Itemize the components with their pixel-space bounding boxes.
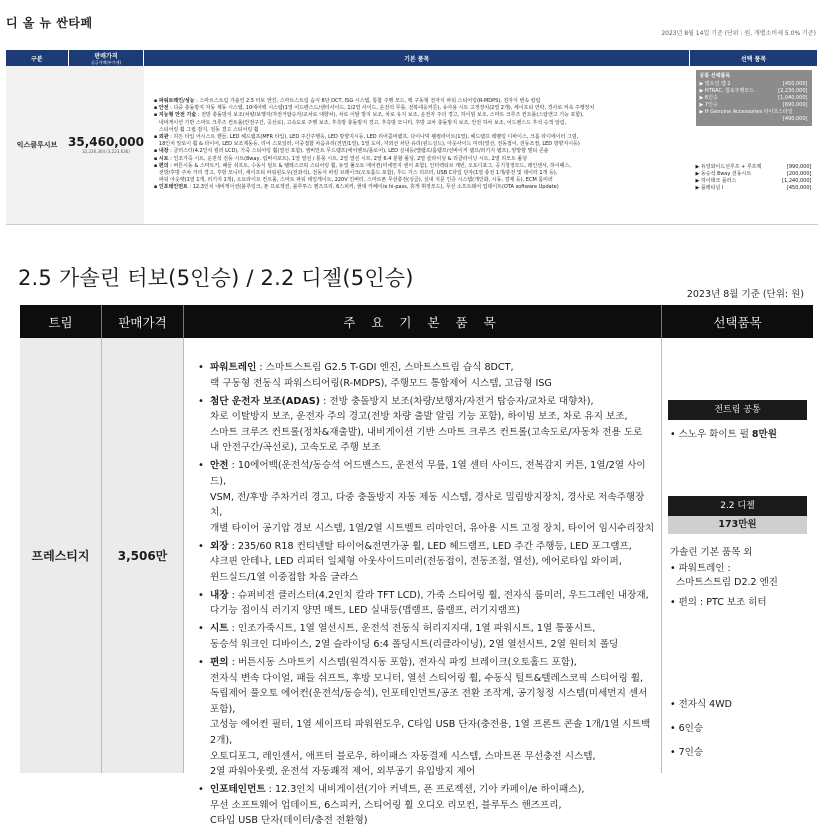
list-item: 18인치 알로이 휠 & 타이어, LED 보조제동등, 리어 스포일러, 이중접합 차음유리(전면/1열), 1열 도어, 자외선 차단 유리(윈드실드), 아웃사이드 미러(열선, 전동접이, 전동조절, LED 방향지시등) <box>158 141 580 148</box>
feature-label: 첨단 운전자 보조(ADAS) <box>210 395 321 407</box>
diesel-options-header: 2.2 디젤 <box>668 496 807 516</box>
top-header-price-sub: 공급가액(부가세) <box>90 59 122 65</box>
main-header-price: 판매가격 <box>102 305 184 338</box>
option-name: ▶ 6인승 <box>699 95 718 101</box>
common-option-price: 8만원 <box>751 429 777 440</box>
list-item: • 안전 : 10에어백(운전석/동승석 어드밴스드, 운전석 무릎, 1열 센터 사이드, 전복감지 커튼, 1열/2열 사이드), VSM, 전/후방 주차거리 경고, 다중 충돌방지 자동 제동 시스템, 경사로 밀림방지장치, 경사로 저속주행장치, 개별 타이어 공기압 경보 시스템, 1열/2열 시트벨트 리마인더, 유아용 시트 고정 장치, 타이어 임시수리장치 <box>196 458 655 536</box>
list-item: • 시트 : 인조가죽시트, 1열 열선시트, 운전석 전동식 허리지지대, 1열 파워시트, 1열 통풍시트, 동승석 워크인 디바이스, 2열 슬라이딩 6:4 폴딩시트(리클라이닝), 2열 열선시트, 2열 원터치 폴딩 <box>196 621 655 652</box>
option-name: ▶ 하이테크 플러스 <box>696 178 737 185</box>
top-basic-list <box>154 98 686 192</box>
list-item: • 파워트레인 : 스마트스트림 D2.2 엔진 <box>670 563 778 588</box>
option-price: [690,000] <box>782 102 808 108</box>
main-header-options: 선택품목 <box>713 314 762 330</box>
feature-label: 인포테인먼트 <box>210 784 266 796</box>
list-item: • 첨단 운전자 보조(ADAS) : 전방 충돌방지 보조(차량/보행자/자전거 탑승자/교차로 대향차), 차로 이탈방지 보조, 운전자 주의 경고(전방 차량 출발 알림 기능 포함), 하이빔 보조, 차로 유지 보조, 스마트 크루즈 컨트롤(정차&재출발), 내비게이션 기반 스마트 크루즈 컨트롤(고속도로/자동차 전용 도로 내 안전구간/곡선로), 고속도로 주행 보조 <box>196 394 655 456</box>
top-header-price-label: 판매가격 <box>94 52 118 60</box>
extra-options-list <box>670 698 732 770</box>
option-row <box>696 185 812 192</box>
common-option-item <box>668 420 807 442</box>
feature-label: 파워트레인/성능 <box>158 97 195 104</box>
list-item: • 외장 : 235/60 R18 컨티넨탈 타이어&전면가공 휠, LED 헤드램프, LED 주간 주행등, LED 포그램프, 샤크핀 안테나, LED 리피터 일체형 아웃사이드미러(전동접이, 전동조절, 열선), 에어로타입 와이퍼, 윈드실드/1열 이중접합 차음 글라스 <box>196 539 655 586</box>
list-item: ▪ 시트 : 인조가죽 시트, 운전석 전동 시트(8way, 럼버서포트), 1열 열선 / 통풍 시트, 2열 열선 시트, 2열 6:4 분할 폴딩, 2열 슬라이딩 & 리클라이닝 시트, 2열 리모트 폴딩 <box>154 156 686 163</box>
option-price: [450,000] <box>782 81 808 87</box>
option-price: [1,240,000] <box>782 178 812 184</box>
feature-label: 인포테인먼트 <box>158 184 188 191</box>
top-common-options-items <box>700 81 808 123</box>
list-item: 내비게이션 기반 스마트 크루즈 컨트롤(안전구간, 곡선로), 고속도로 주행 보조, 후측방 충돌방지 경고, 후측방 모니터, 후방 교차 충돌방지 보조, 안전 하차 보조, 어드밴스드 후석 승객 알림, <box>158 119 567 126</box>
list-item: • 편의 : PTC 보조 히터 <box>670 597 767 608</box>
top-price-value: 35,460,000 <box>68 135 144 150</box>
top-options-cell <box>690 66 818 224</box>
option-name: ▶ 듀얼와이드선루프 + 루프랙 <box>696 164 762 171</box>
table-row <box>6 66 818 224</box>
diesel-options-price: 173만원 <box>668 516 807 534</box>
option-row <box>700 102 808 109</box>
top-common-options-header: 공통 선택품목 <box>699 73 731 79</box>
option-row <box>696 164 812 171</box>
list-item: 파워 아웃렛(1열 1개, 러기지 1개), 오토라이트 컨트롤, 스마트 파워 테일게이트, 220V 인버터, 스마트폰 무선충전(싱글), 실내 지문 인증 시스템(개인화, 시동, 결제 등), ECM 룸미러 <box>158 177 553 184</box>
diesel-options-box <box>668 496 807 616</box>
list-item: ▪ 편의 : 버튼시동 & 스마트키, 패들 쉬프트, 수동식 틸트 & 텔레스코픽 스티어링 휠, 듀얼 풀오토 에어컨(미세먼지 센서 포함), 인터렉티브 캐빈, 오토디포그, 공기청정모드, 레인센서, 하이패스, <box>154 163 686 170</box>
top-price-sub: 32,236,364 (3,223,636) <box>82 149 130 155</box>
feature-label: 시트 <box>158 155 169 162</box>
list-item: • 파워트레인 : 스마트스트림 G2.5 T-GDI 엔진, 스마트스트림 습식 8DCT, 랙 구동형 전동식 파워스티어링(R-MDPS), 주행모드 통합제어 시스템, 고급형 ISG <box>196 360 655 391</box>
list-item: ▪ 내장 : 클러스터(4.2인치 컬러 LCD), 가죽 스티어링 휠(열선 포함), 앰비언트 무드램프(에어벤트/플로어), LED 실내등(맵램프/룸램프/선바이저 램프/러기지 램프), 양방향 멀티 콘솔 <box>154 148 686 155</box>
diesel-options-intro: 가솔린 기본 품목 외 <box>670 547 753 558</box>
feature-label: 외장 <box>210 540 229 552</box>
top-options-list <box>696 164 812 192</box>
list-item: ▪ 외관 : 히든 타입 어시스트 핸들, LED 헤드램프(MFR 타입), LED 주간주행등, LED 방향지시등, LED 리어콤비램프, 다이나믹 웰컴라이트(1열), 헤드램프 레벨링 디바이스, 크롬 라디에이터 그릴, <box>154 134 686 141</box>
option-price: [2,230,000] <box>778 88 808 94</box>
main-options-cell <box>662 338 813 773</box>
feature-label: 파워트레인 <box>210 362 257 373</box>
top-price-cell <box>68 66 144 224</box>
main-date: 2023년 8월 기준 (단위: 원) <box>686 289 804 300</box>
main-trim-cell: 프레스티지 <box>20 338 102 773</box>
list-item: ▪ 인포테인먼트 : 12.3인치 내비게이션(블루링크, 폰 프로젝션, 블루투스 핸즈프리, 6스피커, 현대 카페이/e hi-pass, 휴게 휘장모드), 무선 소프트웨어 업데이트(OTA software Update) <box>154 184 686 191</box>
top-date: 2023년 8월 14일 기준 (단위 : 원, 개별소비세 5.0% 기준) <box>661 30 816 37</box>
feature-label: 내장 <box>210 589 229 601</box>
option-price: [450,000] <box>786 185 812 191</box>
list-item: • 전자식 4WD <box>670 699 732 710</box>
top-title: 디 올 뉴 싼타페 <box>6 16 93 30</box>
option-row <box>700 88 808 95</box>
list-item: • 내장 : 슈퍼비전 클러스터(4.2인치 칼라 TFT LCD), 가죽 스티어링 휠, 전자식 룸미러, 우드그레인 내장재, 다기능 접이식 러기지 양면 매트, LED 실내등(맵램프, 룸램프, 러기지램프) <box>196 588 655 619</box>
list-item: ▪ 파워트레인/성능 : 스마트스트림 가솔린 2.5 터보 엔진, 스마트스트림 습식 8단 DCT, ISG 시스템, 통합 주행 모드, 랙 구동형 전자식 파워 스티어링(R-MDPS), 전자식 변속 칼럼 <box>154 98 686 105</box>
top-basic-cell <box>144 66 690 224</box>
feature-label: 외관 <box>158 133 169 140</box>
list-item: • 편의 : 버튼시동 스마트키 시스템(원격시동 포함), 전자식 파킹 브레이크(오토홀드 포함), 전자식 변속 다이얼, 패들 쉬프트, 후방 모니터, 열선 스티어링 휠, 수동식 틸트&텔레스코픽 스티어링 휠, 독립제어 풀오토 에어컨(운전석/동승석), 인포테인먼트/공조 전환 조작계, 공기청정 시스템(미세먼지 센서 포함), 고성능 에어컨 필터, 1열 세이프티 파워윈도우, C타입 USB 단자(충전용, 1열 프론트 콘솔 1개/1열 시트백 2개), 오토디포그, 레인센서, 애프터 블로우, 하이패스 자동결제 시스템, 스마트폰 무선충전 시스템, 2열 파워아웃렛, 운전석 자동쾌적 제어, 외부공기 유입방지 제어 <box>196 655 655 780</box>
top-price-table <box>6 50 818 225</box>
list-item: ▪ 안전 : 다중 충돌방지 자동 제동 시스템, 10에어백 시스템(1열 어드밴스드/센터사이드, 1/2열 사이드, 운전석 무릎, 전복대응커튼), 유아용 시트 고정장치(2열 2개), 세이프티 언락, 경사로 저속 주행장치 <box>154 105 686 112</box>
option-row <box>700 81 808 88</box>
diesel-options-list <box>668 562 807 610</box>
option-row <box>696 178 812 185</box>
feature-label: 편의 <box>210 657 229 669</box>
main-table-row <box>20 338 813 827</box>
option-row <box>700 109 808 116</box>
main-price-cell: 3,506만 <box>102 338 184 773</box>
top-common-options-box <box>696 70 812 126</box>
common-options-header: 전트림 공통 <box>668 400 807 420</box>
option-row <box>696 171 812 178</box>
list-item: • 7인승 <box>670 747 704 758</box>
option-price: [490,000] <box>782 116 808 122</box>
main-header-trim: 트림 <box>20 305 102 338</box>
option-row <box>700 95 808 102</box>
feature-label: 지능형 안전 기술 <box>158 112 197 119</box>
feature-label: 편의 <box>158 162 169 169</box>
list-item: ▪ 지능형 안전 기술 : 전방 충돌방지 보조(차량/보행자/자전거탑승자/교차로 대향차), 차로 이탈 방지 보조, 차로 유지 보조, 운전자 주의 경고, 하이빔 보조, 스마트 크루즈 컨트롤(스탑앤고 기능 포함), <box>154 112 686 119</box>
top-header-price <box>68 50 144 66</box>
list-item: 전방/후방 주차 거리 경고, 후방 모니터, 세이프티 파워윈도우(전좌석), 전동식 파킹 브레이크(오토홀드 포함), 후드 가스 리프터, USB C타입 단자(1열 충전 1개/충전 및 데이터 1개 등), <box>158 169 558 176</box>
main-title: 2.5 가솔린 터보(5인승) / 2.2 디젤(5인승) <box>18 266 414 290</box>
option-price: [200,000] <box>786 171 812 177</box>
feature-label: 안전 <box>210 460 229 472</box>
option-row <box>700 116 808 123</box>
list-item: • 6인승 <box>670 723 704 734</box>
top-header-trim: 구분 <box>6 50 68 66</box>
feature-label: 안전 <box>158 105 169 112</box>
option-price: [990,000] <box>786 164 812 170</box>
option-name: ▶ 동승석 8way 전동시트 <box>696 171 752 178</box>
main-basic-list <box>196 360 655 829</box>
top-header-options: 선택 품목 <box>690 50 818 66</box>
option-name: ▶ 7인승 <box>699 102 718 108</box>
list-item: 스티어링 휠 그립 감지, 전동 결고 스티어링 휠 <box>158 126 259 133</box>
main-table-header <box>20 305 813 338</box>
feature-label: 내장 <box>158 148 169 155</box>
main-header-basic: 주 요 기 본 품 목 <box>184 305 662 338</box>
option-name: ▶ H Genuine Accessories 라이프스타일 <box>699 109 793 115</box>
option-price: [1,040,000] <box>778 95 808 101</box>
option-name: ▶ HTRAC, 험로주행모드 <box>699 88 755 94</box>
top-header-basic: 기본 품목 <box>144 50 690 66</box>
list-item: • 인포테인먼트 : 12.3인치 내비게이션(기아 커넥트, 폰 프로젝션, 기아 카페이/e 하이패스), 무선 소프트웨어 업데이트, 6스피커, 스티어링 휠 오디오 리모컨, 블루투스 핸즈프리, C타입 USB 단자(데이터/충전 전환형) <box>196 782 655 829</box>
option-name: ▶ 빌트인 캠 2 <box>699 81 731 87</box>
main-basic-cell <box>184 338 662 827</box>
common-options-box <box>668 400 807 442</box>
top-trim-cell: 익스클루시브 <box>6 66 68 224</box>
option-name: ▶ 플레티넘 I <box>696 185 724 192</box>
feature-label: 시트 <box>210 623 229 635</box>
common-option-name: • 스노우 화이트 펄 <box>670 429 752 440</box>
